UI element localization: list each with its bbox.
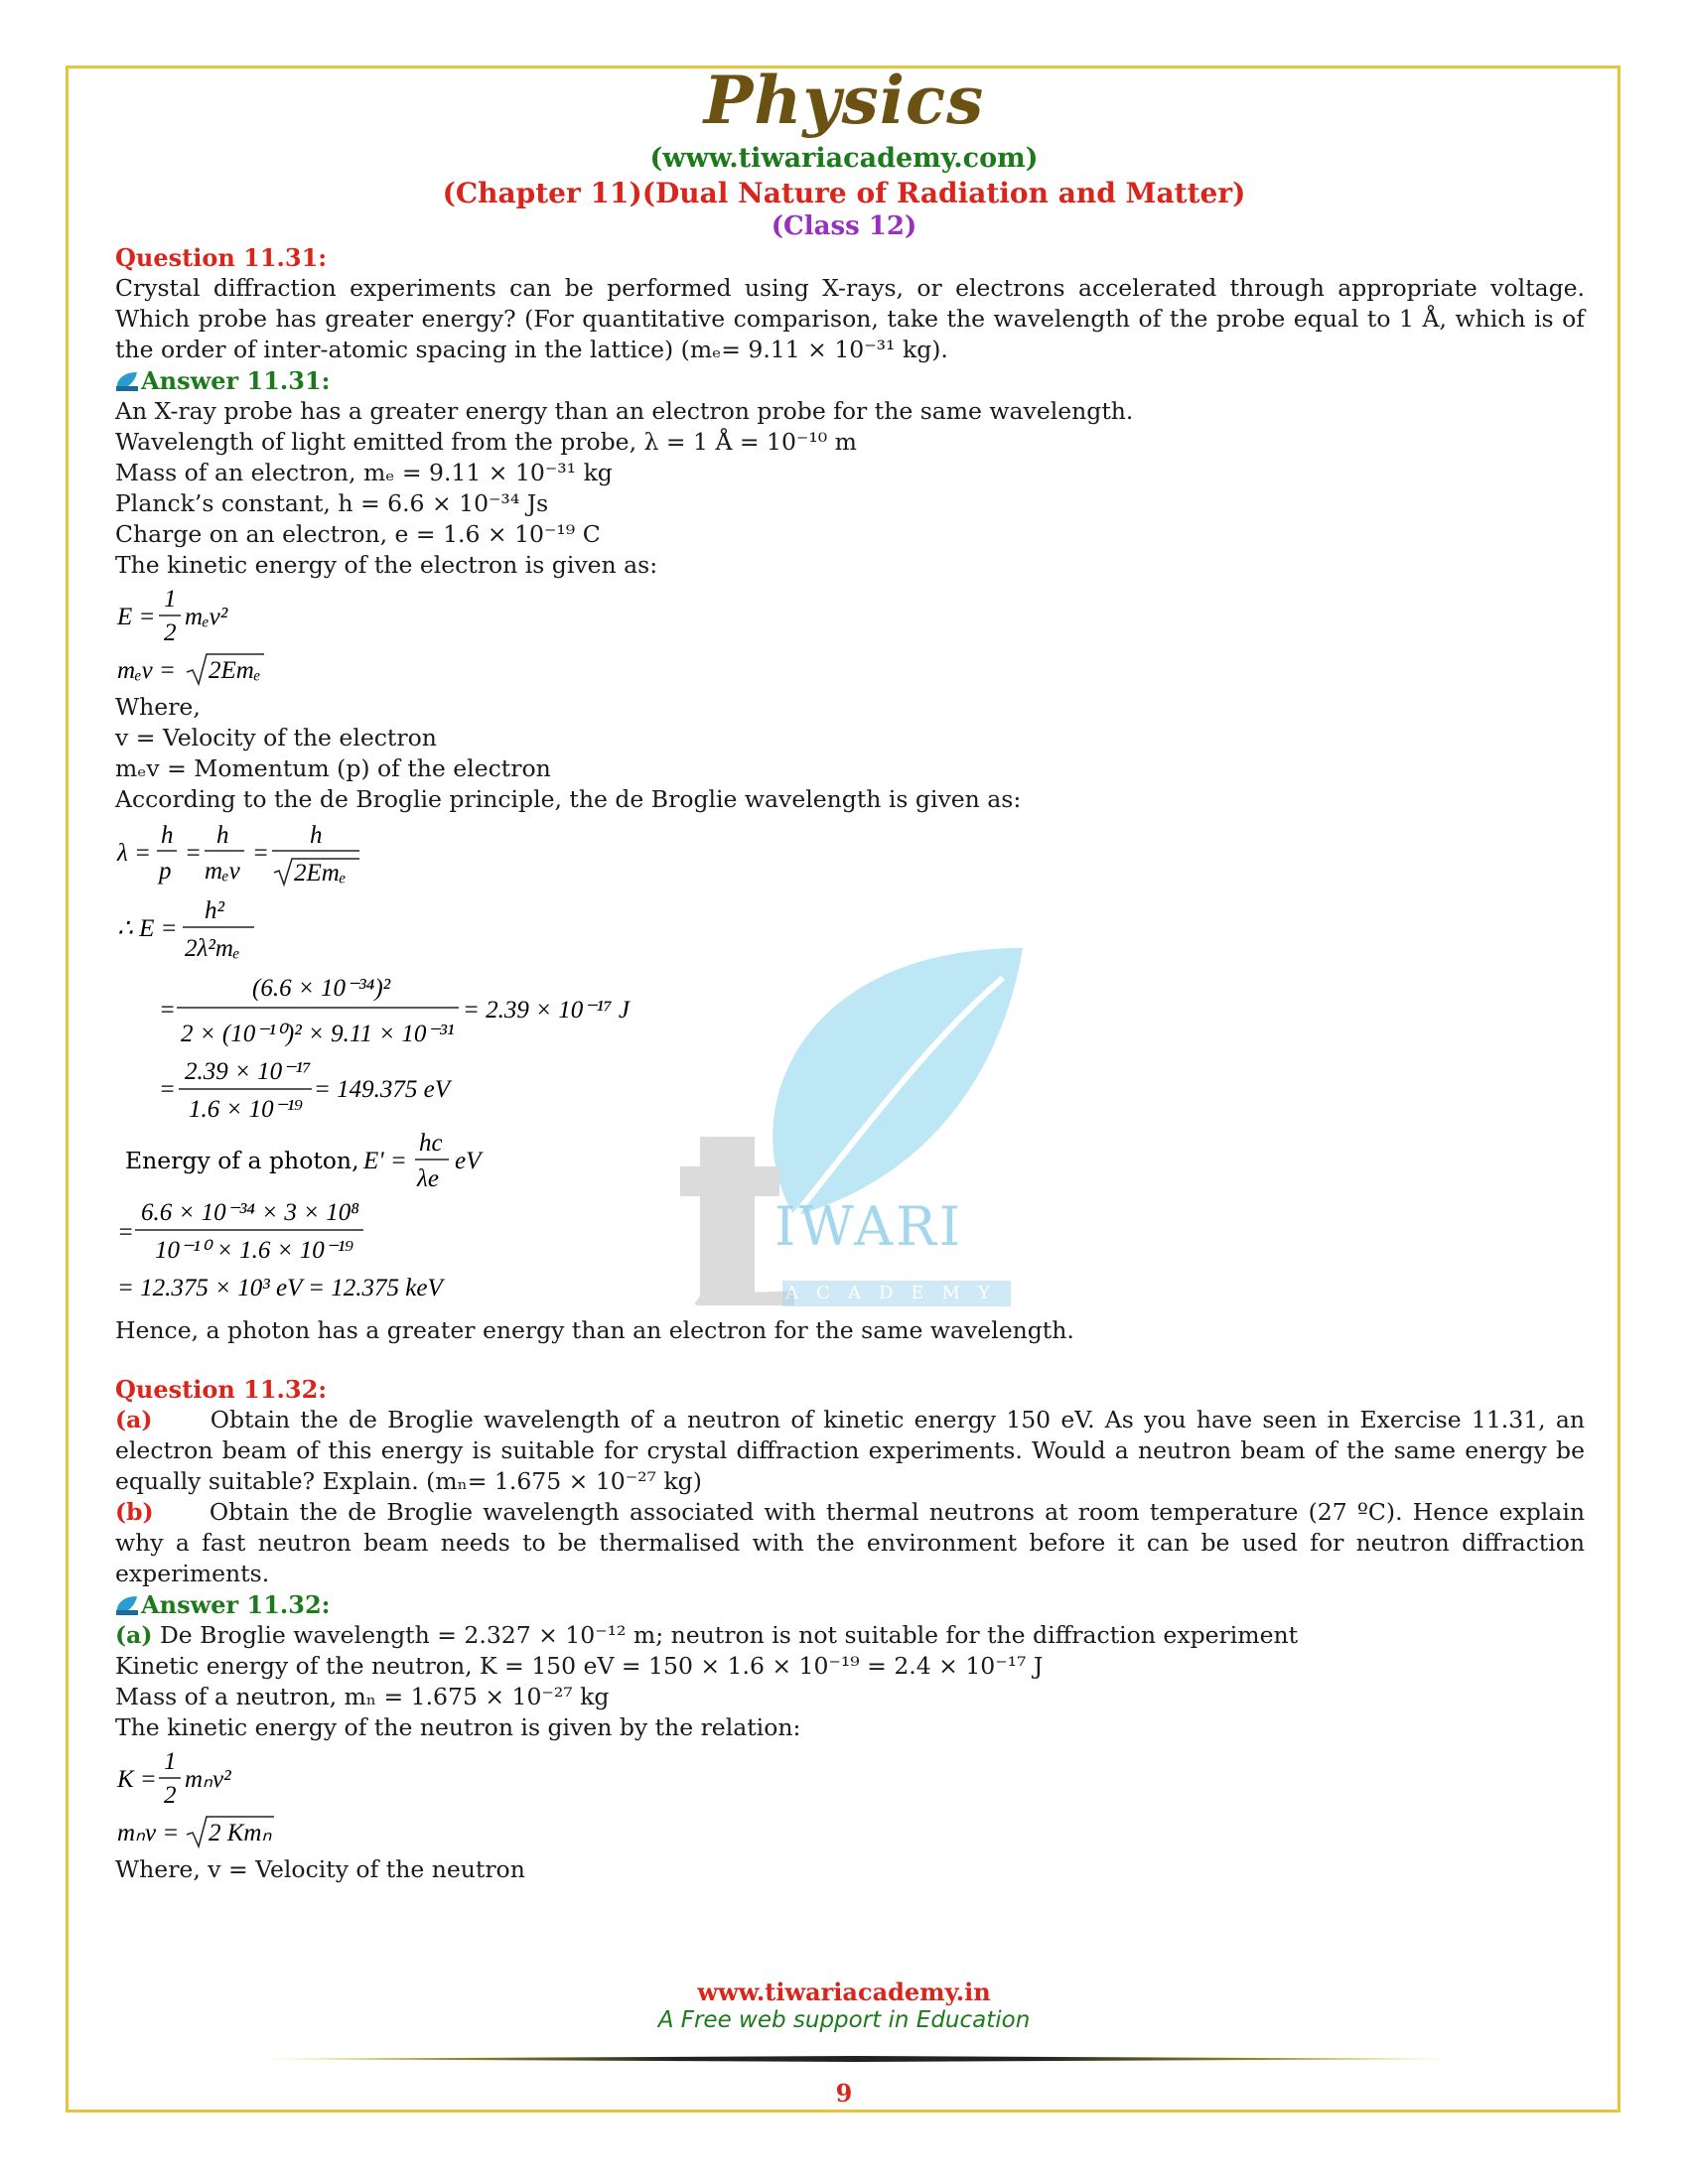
debroglie-statement: According to the de Broglie principle, the de Broglie wavelength is given as: <box>115 785 1022 813</box>
svg-text:h²: h² <box>205 897 224 924</box>
svg-text:λ =: λ = <box>117 840 151 867</box>
question-text: Crystal diffraction experiments can be performed using X-rays, or electrons accelerated through appropriate voltage. Which probe has greater energy? (For quantitative comparison, take the wavelength of the probe equal to 1 Å, which is of the order of inter-atomic spacing in the lattice) (mₑ= 9.11 × 10⁻³¹ kg). <box>115 274 1585 363</box>
svg-text:= 149.375 eV: = 149.375 eV <box>314 1076 450 1103</box>
svg-text:h: h <box>161 822 174 849</box>
equation-photon-energy-result <box>115 1268 671 1307</box>
header-website[interactable]: (www.tiwariacademy.com) <box>649 143 1039 174</box>
svg-text:mₑv =: mₑv = <box>117 657 176 684</box>
answer-heading-row <box>115 1589 1585 1620</box>
page-title: Physics <box>703 62 985 139</box>
answer-line: Mass of an electron, mₑ = 9.11 × 10⁻³¹ kg <box>115 459 613 486</box>
where-label: Where, <box>115 693 201 721</box>
equation-neutron-momentum <box>115 1811 413 1854</box>
velocity-definition: v = Velocity of the electron <box>115 724 437 751</box>
svg-text:10⁻¹⁰ × 1.6 × 10⁻¹⁹: 10⁻¹⁰ × 1.6 × 10⁻¹⁹ <box>155 1237 354 1264</box>
svg-text:2 Kmₙ: 2 Kmₙ <box>209 1820 272 1846</box>
equation-electron-energy-ev <box>115 1055 671 1127</box>
answer-line: Charge on an electron, e = 1.6 × 10⁻¹⁹ C <box>115 520 601 548</box>
svg-text:=: = <box>159 1076 176 1103</box>
equation-kinetic-energy <box>115 581 413 648</box>
svg-text:E =: E = <box>117 604 156 630</box>
svg-text:=: = <box>117 1219 134 1246</box>
svg-text:=: = <box>252 840 269 867</box>
part-label: (a) <box>115 1406 153 1433</box>
svg-text:h: h <box>310 822 323 849</box>
part-label: (a) <box>115 1621 153 1649</box>
svg-text:= 2.39 × 10⁻¹⁷ J: = 2.39 × 10⁻¹⁷ J <box>463 997 630 1024</box>
answer-heading: Answer 11.32: <box>141 1590 331 1619</box>
svg-text:=: = <box>159 997 176 1024</box>
chapter-title: (Chapter 11)(Dual Nature of Radiation and Matter) <box>442 177 1246 209</box>
svg-text:mₙv²: mₙv² <box>185 1766 231 1793</box>
page-content <box>115 242 1585 1885</box>
svg-text:mₑv: mₑv <box>205 858 240 885</box>
question-part-a <box>115 1405 1585 1497</box>
answer-part-a <box>115 1620 1585 1651</box>
svg-text:E' =: E' = <box>363 1148 407 1174</box>
footer-website[interactable]: www.tiwariacademy.in <box>697 1978 991 2006</box>
answer-line: Wavelength of light emitted from the probe, λ = 1 Å = 10⁻¹⁰ m <box>115 428 857 456</box>
answer-line: Kinetic energy of the neutron, K = 150 eV = 150 × 1.6 × 10⁻¹⁹ = 2.4 × 10⁻¹⁷ J <box>115 1652 1044 1680</box>
neutron-velocity-definition: Where, v = Velocity of the neutron <box>115 1855 525 1883</box>
svg-text:hc: hc <box>419 1130 443 1157</box>
svg-text:=: = <box>185 840 202 867</box>
equation-neutron-kinetic-energy <box>115 1743 413 1811</box>
footer-divider <box>260 2056 1452 2062</box>
svg-text:mₑv²: mₑv² <box>185 604 228 630</box>
part-label: (b) <box>115 1498 154 1526</box>
svg-text:h: h <box>216 822 229 849</box>
svg-text:2Emₑ: 2Emₑ <box>294 860 347 887</box>
svg-text:(6.6 × 10⁻³⁴)²: (6.6 × 10⁻³⁴)² <box>252 975 391 1002</box>
svg-text:p: p <box>159 858 172 885</box>
watermark-name: IWARI <box>774 1195 964 1258</box>
question-heading: Question 11.32: <box>115 1375 328 1404</box>
svg-text:2Emₑ: 2Emₑ <box>209 657 261 684</box>
answer-conclusion: Hence, a photon has a greater energy than an electron for the same wavelength. <box>115 1316 1074 1344</box>
equation-photon-energy-values <box>115 1196 671 1268</box>
part-text: De Broglie wavelength = 2.327 × 10⁻¹² m; neutron is not suitable for the diffraction experiment <box>159 1621 1299 1649</box>
answer-line: An X-ray probe has a greater energy than an electron probe for the same wavelength. <box>115 397 1134 425</box>
svg-text:mₙv =: mₙv = <box>117 1820 180 1846</box>
equation-electron-energy-joules <box>115 966 671 1055</box>
equation-energy-from-wavelength <box>115 892 413 966</box>
svg-text:= 12.375 × 10³ eV = 12.375 keV: = 12.375 × 10³ eV = 12.375 keV <box>117 1275 443 1301</box>
part-text: Obtain the de Broglie wavelength associated with thermal neutrons at room temperature (27 ºC). Hence explain why a fast neutron beam needs to be thermalised with the environment before it can be used for neutron diffraction experiments. <box>115 1498 1585 1587</box>
class-label: (Class 12) <box>771 211 917 241</box>
svg-text:1: 1 <box>164 1748 177 1775</box>
momentum-definition: mₑv = Momentum (p) of the electron <box>115 754 551 782</box>
tiwari-logo-icon <box>115 1594 139 1616</box>
answer-line: Planck’s constant, h = 6.6 × 10⁻³⁴ Js <box>115 489 549 517</box>
page-number: 9 <box>835 2079 853 2108</box>
equation-debroglie-wavelength <box>115 815 512 892</box>
watermark-subtitle: ACADEMY <box>782 1281 1011 1306</box>
answer-heading: Answer 11.31: <box>141 366 331 395</box>
svg-text:2: 2 <box>164 1782 177 1809</box>
svg-text:2: 2 <box>164 619 177 646</box>
svg-text:1.6 × 10⁻¹⁹: 1.6 × 10⁻¹⁹ <box>189 1096 304 1123</box>
tiwari-logo-icon <box>115 370 139 392</box>
svg-text:6.6 × 10⁻³⁴ × 3 × 10⁸: 6.6 × 10⁻³⁴ × 3 × 10⁸ <box>141 1199 359 1226</box>
equation-photon-energy <box>115 1127 671 1196</box>
question-part-b <box>115 1497 1585 1589</box>
svg-text:λe: λe <box>417 1165 439 1192</box>
svg-text:∴ E =: ∴ E = <box>117 915 178 942</box>
answer-line: The kinetic energy of the electron is given as: <box>115 551 658 579</box>
svg-text:Energy of a photon,: Energy of a photon, <box>125 1147 359 1174</box>
svg-text:2.39 × 10⁻¹⁷: 2.39 × 10⁻¹⁷ <box>185 1058 312 1085</box>
question-heading: Question 11.31: <box>115 243 328 272</box>
equation-momentum <box>115 648 413 692</box>
part-text: Obtain the de Broglie wavelength of a neutron of kinetic energy 150 eV. As you have seen in Exercise 11.31, an electron beam of this energy is suitable for crystal diffraction experiments. Would a neutron beam of the same energy be equally suitable? Explain. (mₙ= 1.675 × 10⁻²⁷ kg) <box>115 1406 1585 1495</box>
answer-line: The kinetic energy of the neutron is given by the relation: <box>115 1713 801 1741</box>
svg-text:1: 1 <box>164 586 177 613</box>
svg-text:eV: eV <box>455 1148 482 1174</box>
answer-heading-row <box>115 365 1585 396</box>
footer-tagline: A Free web support in Education <box>657 2007 1031 2033</box>
svg-text:2λ²mₑ: 2λ²mₑ <box>185 935 240 962</box>
svg-text:2 × (10⁻¹⁰)² × 9.11 × 10⁻³¹: 2 × (10⁻¹⁰)² × 9.11 × 10⁻³¹ <box>181 1021 455 1047</box>
answer-line: Mass of a neutron, mₙ = 1.675 × 10⁻²⁷ kg <box>115 1683 610 1710</box>
svg-text:K =: K = <box>117 1766 157 1793</box>
